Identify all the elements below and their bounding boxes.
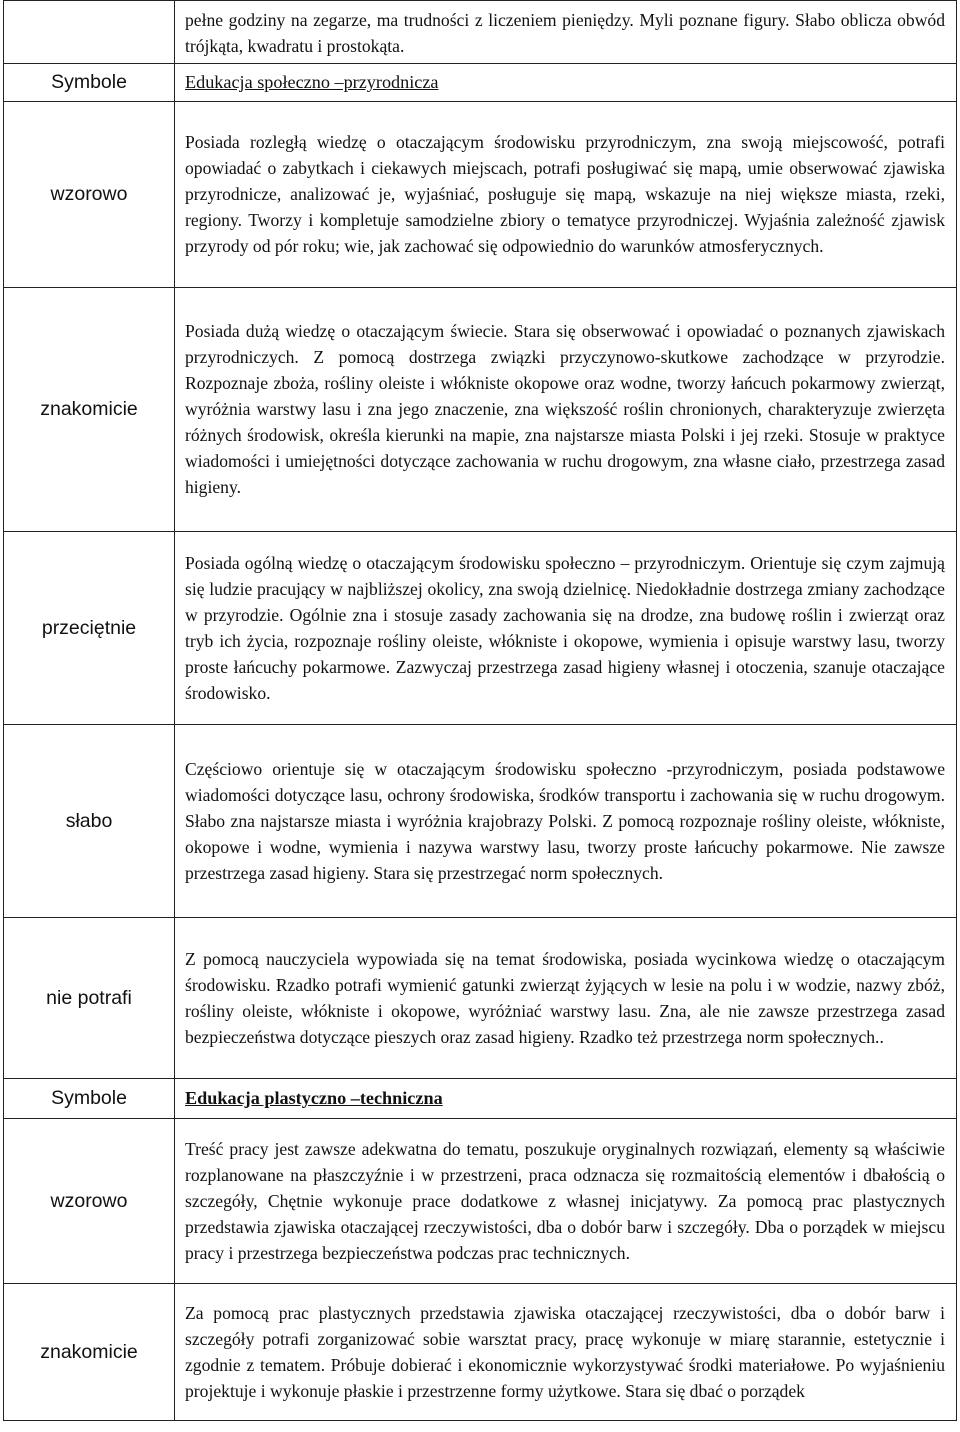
symbol-cell — [4, 1, 175, 64]
section-title-cell — [175, 1079, 957, 1119]
section-header-row — [4, 64, 957, 102]
description-text: Posiada ogólną wiedzę o otaczającym środowisku społeczno – przyrodniczym. Orientuje się czym zajmują się ludzie pracujący w najbliższej okolicy, zna swoją dzielnicę. Niedokładnie dostrzega zmiany zachodzące w przyrodzie. Ogólnie zna i stosuje zasady zachowania się na drodze, zna budowę roślin i zwierząt oraz tryb ich życia, rozpoznaje rośliny oleiste, włókniste i okopowe, wymienia i opisuje warstwy lasu, tworzy proste łańcuchy pokarmowe. Zazwyczaj przestrzega zasad higieny własnej i otoczenia, szanuje otaczające środowisko. — [185, 552, 945, 703]
description-cell — [175, 1119, 957, 1284]
symbol-cell: wzorowo — [4, 1119, 175, 1284]
table-row — [4, 532, 957, 725]
table-row — [4, 1119, 957, 1284]
table-row — [4, 1, 957, 64]
description-cell — [175, 725, 957, 918]
symbol-cell: słabo — [4, 725, 175, 918]
description-text: Posiada dużą wiedzę o otaczającym świecie. Stara się obserwować i opowiadać o poznanych zjawiskach przyrodniczych. Z pomocą dostrzega związki przyczynowo-skutkowe zachodzące w przyrodzie. Rozpoznaje zboża, rośliny oleiste i włókniste okopowe oraz wodne, tworzy łańcuch pokarmowy zwierząt, wyróżnia warstwy lasu i zna jego znaczenie, zna większość roślin chronionych, charakteryzuje zwierzęta różnych środowisk, określa kierunki na mapie, zna najstarsze miasta Polski i jej rzeki. Stosuje w praktyce wiadomości i umiejętności dotyczące zachowania w ruchu drogowym, zna własne ciało, przestrzega zasad higieny. — [185, 321, 945, 497]
description-cell — [175, 532, 957, 725]
table-row — [4, 102, 957, 288]
section-title-cell — [175, 64, 957, 102]
table-row — [4, 1284, 957, 1421]
description-text: Treść pracy jest zawsze adekwatna do tematu, poszukuje oryginalnych rozwiązań, elementy są właściwie rozplanowane na płaszczyźnie i w przestrzeni, praca odznacza się rozmaitością elementów i dbałością o szczegóły, Chętnie wykonuje prace dodatkowe z własnej inicjatywy. Za pomocą prac plastycznych przedstawia zjawiska otaczającej rzeczywistości, dba o dobór barw i szczegóły. Dba o porządek w miejscu pracy i przestrzega bezpieczeństwa podczas prac technicznych. — [185, 1138, 945, 1263]
symbol-cell: nie potrafi — [4, 918, 175, 1079]
table-row — [4, 725, 957, 918]
description-text: Częściowo orientuje się w otaczającym środowisku społeczno -przyrodniczym, posiada podstawowe wiadomości dotyczące lasu, ochrony środowiska, środków transportu i zachowania się w ruchu drogowym. Słabo zna najstarsze miasta i wyróżnia krajobrazy Polski. Z pomocą rozpoznaje rośliny oleiste, włókniste, okopowe i wodne, wymienia i nazywa warstwy lasu, tworzy proste łańcuchy pokarmowe. Nie zawsze przestrzega zasad higieny. Stara się przestrzegać norm społecznych. — [185, 758, 945, 883]
table-row — [4, 288, 957, 532]
table-row — [4, 918, 957, 1079]
description-cell — [175, 1284, 957, 1421]
description-cell — [175, 1, 957, 64]
symbol-cell: przeciętnie — [4, 532, 175, 725]
description-text: Z pomocą nauczyciela wypowiada się na temat środowiska, posiada wycinkowa wiedzę o otaczającym środowisku. Rzadko potrafi wymienić gatunki zwierząt żyjących w lesie na polu i w wodzie, nazwy zbóż, rośliny oleiste, włókniste i okopowe, wyróżniać warstwy lasu. Zna, ale nie zawsze przestrzega zasad bezpieczeństwa dotyczące pieszych oraz zasad higieny. Rzadko też przestrzega norm społecznych.. — [185, 948, 945, 1047]
grading-criteria-table — [3, 0, 957, 1421]
description-cell — [175, 918, 957, 1079]
section-title: Edukacja społeczno –przyrodnicza — [185, 72, 439, 92]
description-text: Posiada rozległą wiedzę o otaczającym środowisku przyrodniczym, zna swoją miejscowość, potrafi opowiadać o zabytkach i ciekawych miejscach, potrafi posługiwać się mapą, umie obserwować zjawiska przyrodnicze, analizować je, wyjaśniać, posługuje się mapą, wskazuje na niej większe miasta, rzeki, regiony. Tworzy i kompletuje samodzielne zbiory o tematyce przyrodniczej. Wyjaśnia zależność zjawisk przyrody od pór roku; wie, jak zachować się odpowiednio do warunków atmosferycznych. — [185, 132, 945, 256]
description-cell — [175, 288, 957, 532]
symbol-cell: wzorowo — [4, 102, 175, 288]
description-cell — [175, 102, 957, 288]
symbols-header: Symbole — [4, 1079, 175, 1119]
section-title: Edukacja plastyczno –techniczna — [185, 1088, 443, 1108]
description-text: Za pomocą prac plastycznych przedstawia zjawiska otaczającej rzeczywistości, dba o dobór barw i szczegóły potrafi zorganizować sobie warsztat pracy, pracę wykonuje w miarę starannie, estetycznie i zgodnie z tematem. Próbuje dobierać i ekonomicznie wykorzystywać środki materiałowe. Po wyjaśnieniu projektuje i wykonuje płaskie i przestrzenne formy użytkowe. Stara się dbać o porządek — [185, 1302, 945, 1401]
description-text: pełne godziny na zegarze, ma trudności z liczeniem pieniędzy. Myli poznane figury. Słabo oblicza obwód trójkąta, kwadratu i prostokąta. — [185, 10, 945, 56]
symbols-header: Symbole — [4, 64, 175, 102]
symbol-cell: znakomicie — [4, 1284, 175, 1421]
section-header-row — [4, 1079, 957, 1119]
symbol-cell: znakomicie — [4, 288, 175, 532]
